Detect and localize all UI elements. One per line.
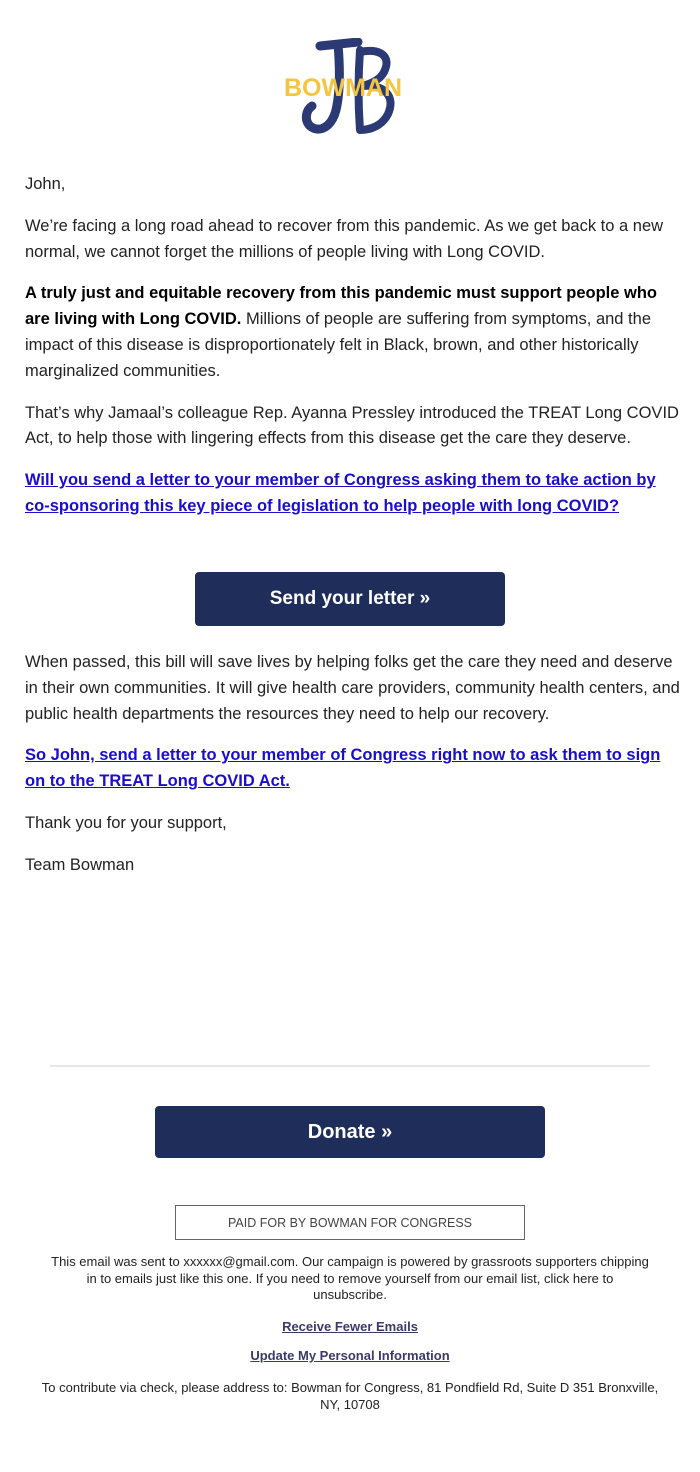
receive-fewer-emails-link[interactable]: Receive Fewer Emails <box>282 1319 418 1334</box>
paid-for-disclaimer: PAID FOR BY BOWMAN FOR CONGRESS <box>175 1205 525 1240</box>
paragraph-recovery-rest: Millions of people are suffering from symptoms, and the impact of this disease is disproportionately felt in Black, brown, and other historically marginalized communities. <box>25 310 651 380</box>
paragraph-bill-impact: When passed, this bill will save lives by helping folks get the care they need and deserve in their own communities. It will give health care providers, community health centers, and public health departments the resources they need to help our recovery. <box>25 653 680 723</box>
thanks-line: Thank you for your support, <box>25 813 227 832</box>
paragraph-recovery <box>25 281 680 384</box>
donate-button[interactable]: Donate » <box>155 1106 545 1158</box>
logo-wordmark: BOWMAN <box>284 74 403 102</box>
email-notice: This email was sent to xxxxxx@gmail.com. Our campaign is powered by grassroots supporters chipping in to emails just like this one. If you need to remove yourself from our email list, click here to unsubscribe. <box>51 1254 649 1302</box>
email-body <box>25 172 680 536</box>
update-personal-info-link[interactable]: Update My Personal Information <box>250 1348 450 1363</box>
paragraph-recovery-bold: A truly just and equitable recovery from this pandemic must support people who are living with Long COVID. <box>25 284 657 329</box>
mailing-address: To contribute via check, please address to: Bowman for Congress, 81 Pondfield Rd, Suite D 351 Bronxville, NY, 10708 <box>41 1380 659 1412</box>
send-letter-button[interactable]: Send your letter » <box>195 572 505 626</box>
paragraph-intro: We’re facing a long road ahead to recover from this pandemic. As we get back to a new normal, we cannot forget the millions of people living with Long COVID. <box>25 216 664 261</box>
send-letter-link-2[interactable]: So John, send a letter to your member of Congress right now to ask them to sign on to the TREAT Long COVID Act. <box>25 746 661 791</box>
campaign-logo <box>280 38 420 138</box>
email-body-continued <box>25 650 680 895</box>
send-letter-link-1[interactable]: Will you send a letter to your member of Congress asking them to take action by co-sponsoring this key piece of legislation to help people with long COVID? <box>25 471 656 515</box>
paragraph-treat-act: That’s why Jamaal’s colleague Rep. Ayanna Pressley introduced the TREAT Long COVID Act, to help those with lingering effects from this disease get the care they deserve. <box>25 403 679 448</box>
cta-paragraph-1 <box>25 468 680 520</box>
cta-paragraph-2 <box>25 743 680 795</box>
jb-monogram-logo-graphic <box>280 38 420 138</box>
signature: Team Bowman <box>25 855 135 874</box>
greeting: John, <box>25 175 66 193</box>
footer-divider <box>50 1065 650 1067</box>
